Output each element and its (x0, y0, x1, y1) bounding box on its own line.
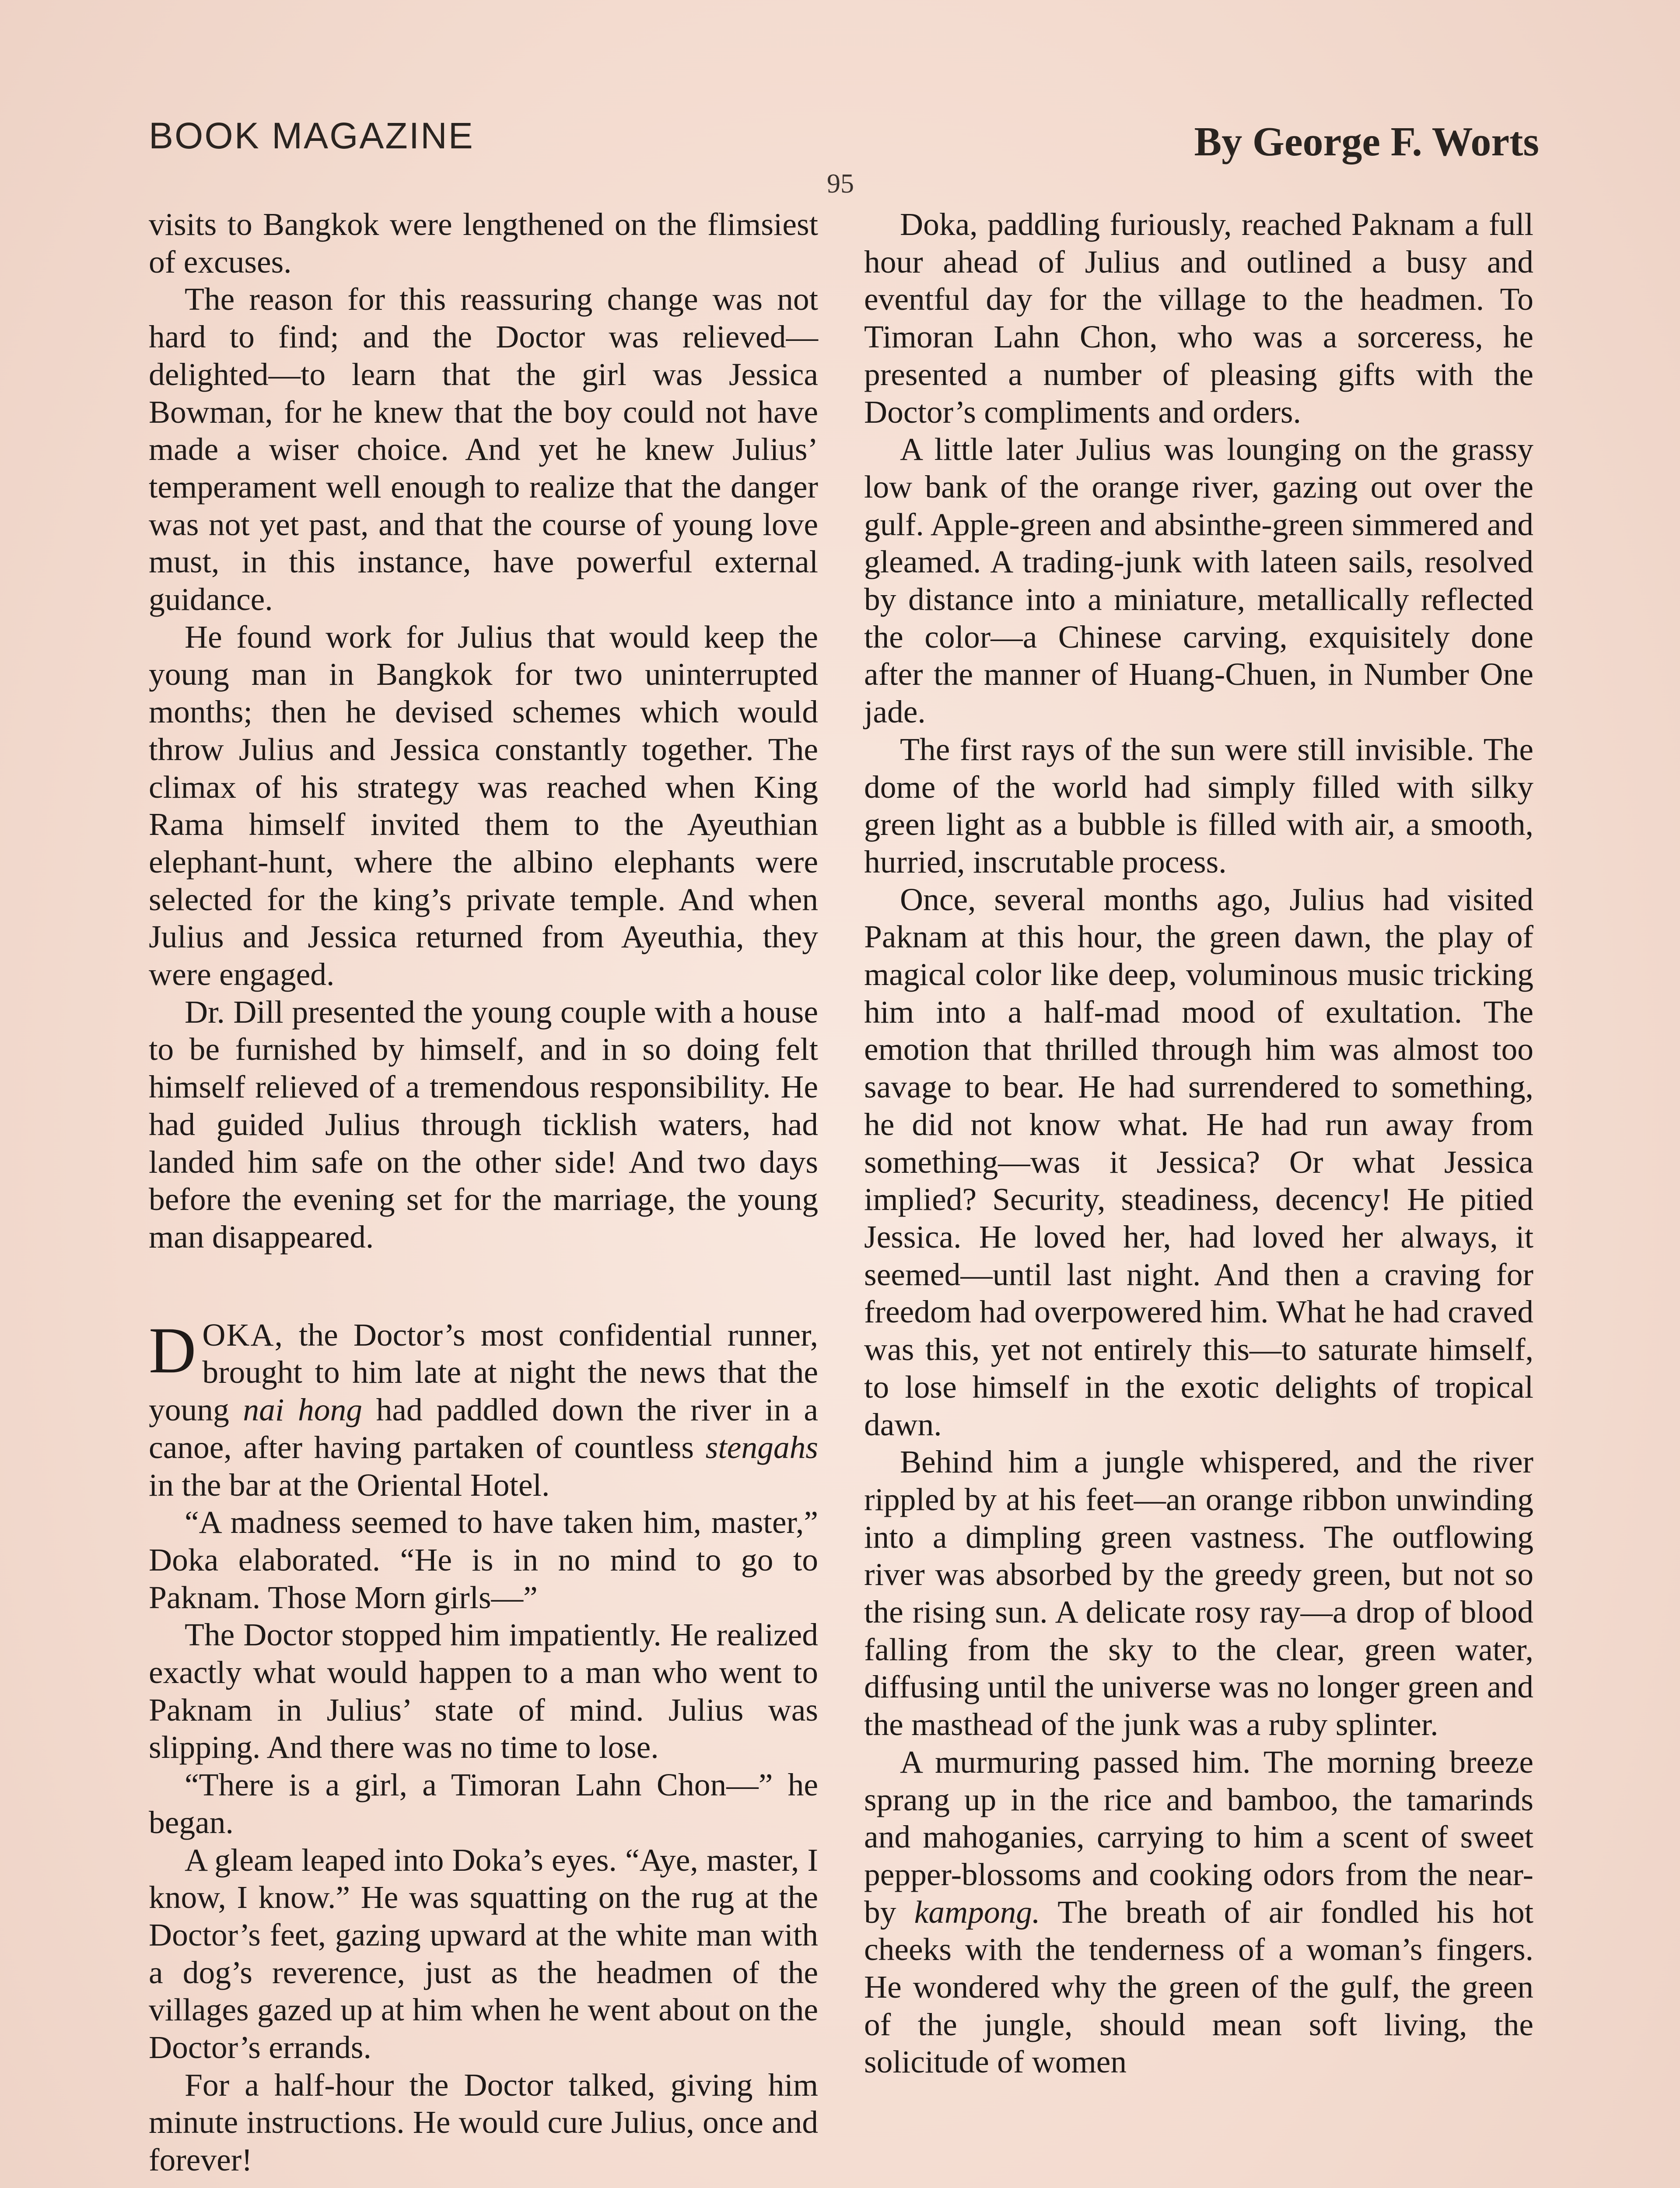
running-header-author: By George F. Worts (1194, 119, 1539, 165)
italic-term: stengahs (705, 1429, 818, 1465)
paragraph (864, 1743, 1533, 2081)
text-run: the Doctor’s most confidential runner, brought to him late at night the news that the young (149, 1317, 818, 1428)
paragraph: The first rays of the sun were still invisible. The dome of the world had simply filled with silky green light as a bubble is filled with air, a smooth, hurried, inscrutable process. (864, 731, 1533, 880)
italic-term: kampong. (914, 1894, 1040, 1930)
paragraph: “A madness seemed to have taken him, master,” Doka elaborated. “He is in no mind to go to Paknam. Those Morn girls—” (149, 1504, 818, 1615)
paragraph-dropcap (149, 1316, 818, 1504)
paragraph: A gleam leaped into Doka’s eyes. “Aye, master, I know, I know.” He was squatting on the rug at the Doctor’s feet, gazing upward at the white man with a dog’s reverence, just as the headmen of the villages gazed up at him when he went about on the Doctor’s errands. (149, 1842, 818, 2065)
text-run: in the bar at the Oriental Hotel. (149, 1467, 550, 1503)
left-column (149, 206, 818, 2179)
section-break (149, 1256, 818, 1316)
drop-cap: D (149, 1314, 196, 1387)
text-run: had paddled down the river in a canoe, after having partaken of countless (149, 1392, 819, 1465)
paragraph: Doka, paddling furiously, reached Paknam a full hour ahead of Julius and outlined a busy and eventful day for the village to the headmen. To Timoran Lahn Chon, who was a sorceress, he presented a number of pleasing gifts with the Doctor’s compliments and orders. (864, 207, 1533, 430)
right-column (864, 206, 1533, 2081)
text-run: The breath of air fondled his hot cheeks with the tenderness of a woman’s fingers. He wondered why the green of the gulf, the green of the jungle, should mean soft living, the solicitude of women (864, 1894, 1533, 2080)
smallcaps-lead: OKA, (202, 1317, 284, 1353)
paragraph: Behind him a jungle whispered, and the river rippled by at his feet—an orange ribbon unwinding into a dimpling green vastness. The outflowing river was absorbed by the greedy green, but not so the rising sun. A delicate rosy ray—a drop of blood falling from the sky to the clear, green water, diffusing until the universe was no longer green and the masthead of the junk was a ruby splinter. (864, 1444, 1533, 1743)
paragraph: Once, several months ago, Julius had visited Paknam at this hour, the green dawn, the play of magical color like deep, voluminous music tricking him into a half-mad mood of exultation. The emotion that thrilled through him was almost too savage to bear. He had surrendered to something, he did not know what. He had run away from something—was it Jessica? Or what Jessica implied? Security, steadiness, decency! He pitied Jessica. He loved her, had loved her always, it seemed—until last night. And then a craving for freedom had overpowered him. What he had craved was this, yet not entirely this—to saturate himself, to lose himself in the exotic delights of tropical dawn. (864, 881, 1533, 1442)
paragraph: “There is a girl, a Timoran Lahn Chon—” he began. (149, 1767, 818, 1840)
paragraph: A little later Julius was lounging on the grassy low bank of the orange river, gazing out over the gulf. Apple-green and absinthe-green simmered and gleamed. A trading-junk with lateen sails, resolved by distance into a miniature, metallically reflected the color—a Chinese carving, exquisitely done after the manner of Huang-Chuen, in Number One jade. (864, 431, 1533, 730)
italic-term: nai hong (243, 1392, 362, 1428)
text-run: A murmuring passed him. The morning breeze sprang up in the rice and bamboo, the tamarinds and mahoganies, carrying to him a scent of sweet pepper-blossoms and cooking odors from the near-by (864, 1744, 1533, 1930)
running-header-magazine: BOOK MAGAZINE (149, 115, 474, 156)
paragraph: visits to Bangkok were lengthened on the flimsiest of excuses. (149, 207, 818, 280)
paragraph: He found work for Julius that would keep the young man in Bangkok for two uninterrupted months; then he devised schemes which would throw Julius and Jessica constantly together. The climax of his strategy was reached when King Rama himself invited them to the Ayeuthian elephant-hunt, where the albino elephants were selected for the king’s private temple. And when Julius and Jessica returned from Ayeuthia, they were engaged. (149, 619, 818, 992)
paragraph: The Doctor stopped him impatiently. He realized exactly what would happen to a man who went to Paknam in Julius’ state of mind. Julius was slipping. And there was no time to lose. (149, 1617, 818, 1765)
paragraph: For a half-hour the Doctor talked, giving him minute instructions. He would cure Julius, once and forever! (149, 2067, 818, 2178)
paragraph: Dr. Dill presented the young couple with a house to be furnished by himself, and in so doing felt himself relieved of a tremendous responsibility. He had guided Julius through ticklish waters, had landed him safe on the other side! And two days before the evening set for the marriage, the young man disappeared. (149, 994, 818, 1255)
page-number: 95 (827, 169, 854, 199)
paragraph: The reason for this reassuring change was not hard to find; and the Doctor was relieved—delighted—to learn that the girl was Jessica Bowman, for he knew that the boy could not have made a wiser choice. And yet he knew Julius’ temperament well enough to realize that the danger was not yet past, and that the course of young love must, in this instance, have powerful external guidance. (149, 281, 818, 617)
